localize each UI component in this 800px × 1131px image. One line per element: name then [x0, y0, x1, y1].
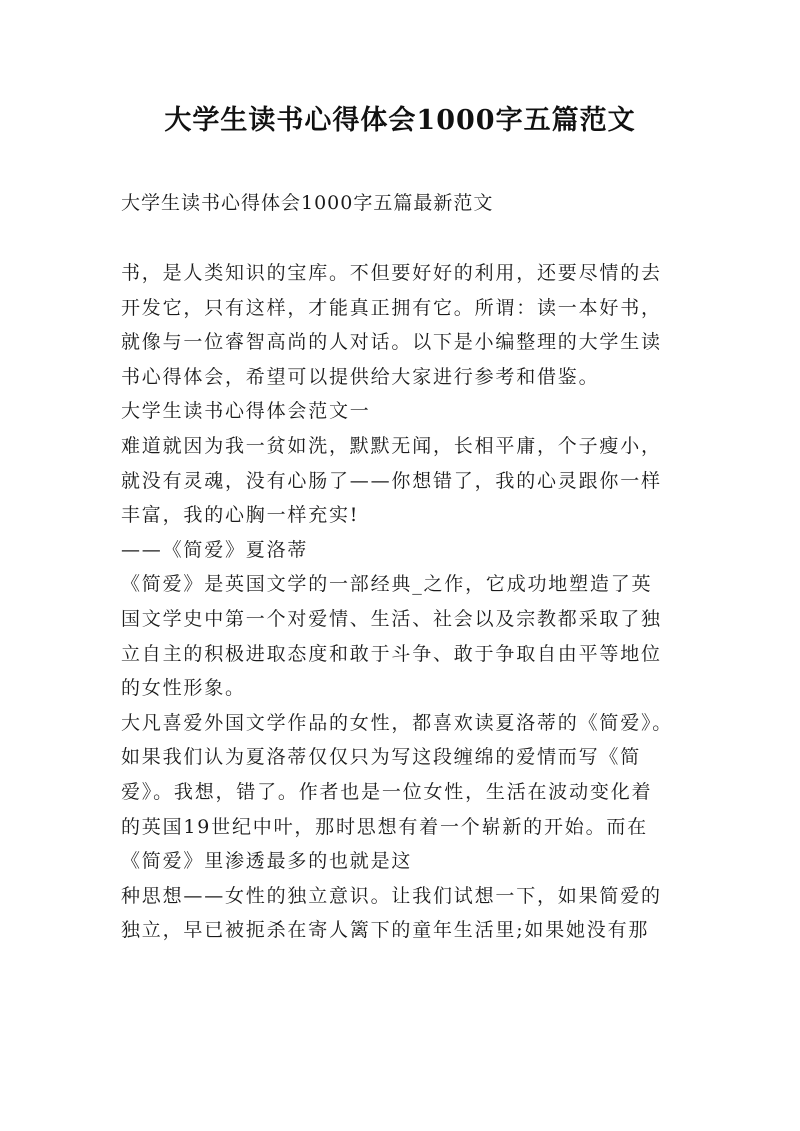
body-line: 爱》。我想，错了。作者也是一位女性，生活在波动变化着	[121, 780, 653, 803]
body-line: 种思想——女性的独立意识。让我们试想一下，如果简爱的	[121, 884, 662, 907]
body-line: 开发它，只有这样，才能真正拥有它。所谓：读一本好书，	[121, 296, 662, 319]
body-line: 的女性形象。	[121, 677, 246, 700]
document-title: 大学生读书心得体会1000字五篇范文	[164, 105, 636, 136]
document-subtitle: 大学生读书心得体会1000字五篇最新范文	[121, 192, 494, 214]
body-line: 立自主的积极进取态度和敢于斗争、敢于争取自由平等地位	[121, 642, 662, 665]
body-line: 就像与一位睿智高尚的人对话。以下是小编整理的大学生读	[121, 331, 662, 354]
body-line: 国文学史中第一个对爱情、生活、社会以及宗教都采取了独	[121, 607, 662, 630]
document-body	[121, 256, 696, 948]
body-line: 书，是人类知识的宝库。不但要好好的利用，还要尽情的去	[121, 262, 662, 284]
section-heading: 大学生读书心得体会范文一	[121, 400, 371, 423]
body-line: 就没有灵魂，没有心肠了——你想错了，我的心灵跟你一样	[121, 469, 662, 492]
body-line: 独立，早已被扼杀在寄人篱下的童年生活里;如果她没有那	[121, 919, 650, 942]
body-line: 书心得体会，希望可以提供给大家进行参考和借鉴。	[121, 365, 600, 388]
body-line: 《简爱》是英国文学的一部经典_之作，它成功地塑造了英	[121, 573, 653, 596]
quote-attribution: ——《简爱》夏洛蒂	[121, 538, 309, 561]
body-line: 难道就因为我一贫如洗，默默无闻，长相平庸，个子瘦小，	[121, 434, 662, 457]
body-line: 《简爱》里渗透最多的也就是这	[121, 850, 413, 873]
body-line: 的英国19世纪中叶，那时思想有着一个崭新的开始。而在	[121, 815, 648, 838]
body-line: 大凡喜爱外国文学作品的女性，都喜欢读夏洛蒂的《简爱》。	[121, 711, 674, 734]
body-line: 丰富，我的心胸一样充实!	[121, 504, 360, 527]
body-line: 如果我们认为夏洛蒂仅仅只为写这段缠绵的爱情而写《简	[121, 746, 642, 769]
